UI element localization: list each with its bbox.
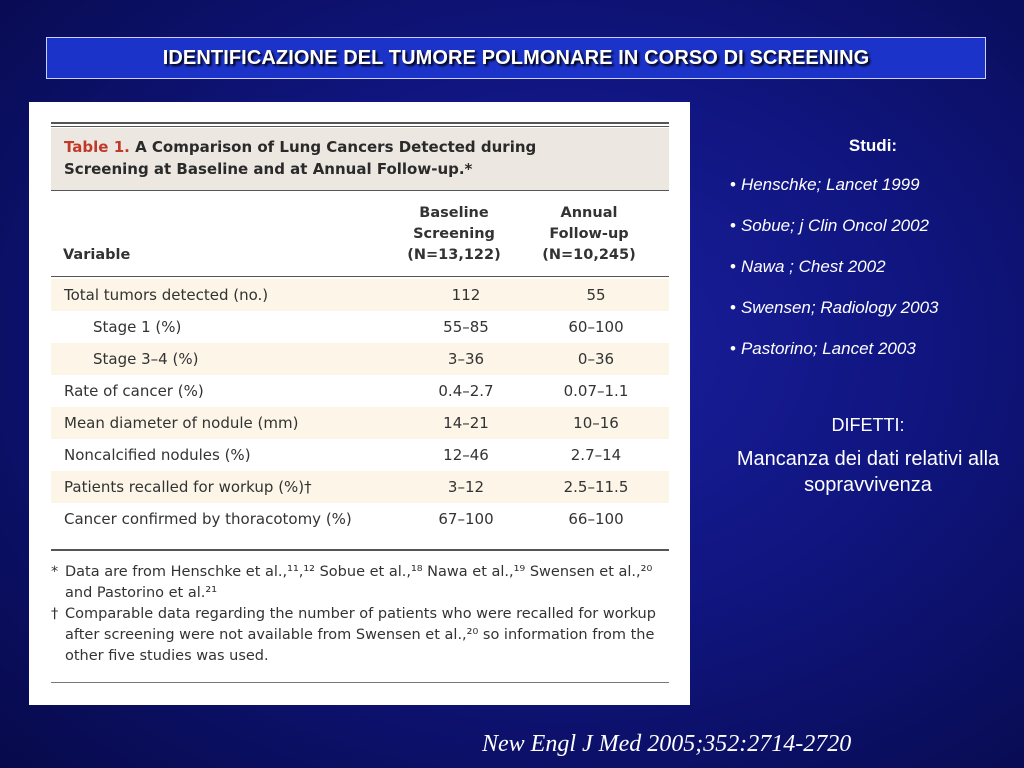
table-caption <box>51 128 669 190</box>
column-header-annual-line: Annual <box>560 205 618 221</box>
annual-value: 2.7–14 <box>570 446 622 464</box>
column-header-baseline <box>399 203 509 266</box>
table-caption-label: Table 1. <box>64 138 130 156</box>
annual-value: 2.5–11.5 <box>563 478 629 496</box>
slide-title-box <box>46 37 986 79</box>
row-label: Stage 3–4 (%) <box>93 350 199 368</box>
study-item <box>730 296 1024 320</box>
table-row <box>51 311 669 343</box>
studies-heading: Studi: <box>848 136 898 155</box>
study-item <box>730 255 1024 279</box>
study-text: Sobue; j Clin Oncol 2002 <box>740 216 930 235</box>
annual-value: 0.07–1.1 <box>563 382 629 400</box>
table-row <box>51 471 669 503</box>
column-header-baseline-line: Screening <box>413 226 495 242</box>
table-row <box>51 503 669 535</box>
column-header-baseline-line: Baseline <box>419 205 489 221</box>
column-header-annual <box>534 203 644 266</box>
table-row <box>51 375 669 407</box>
bullet-icon: • <box>730 298 736 317</box>
table-row <box>51 407 669 439</box>
table-image-panel <box>29 102 690 705</box>
bullet-icon: • <box>730 175 736 194</box>
footnote-mark: * <box>51 564 59 580</box>
study-item <box>730 337 1024 361</box>
row-label: Stage 1 (%) <box>93 318 182 336</box>
column-header-variable: Variable <box>63 247 131 263</box>
study-text: Henschke; Lancet 1999 <box>740 175 920 194</box>
footnote <box>51 604 669 667</box>
footnote-text: Comparable data regarding the number of patients who were recalled for workup after screening were not available from Swensen et al.,²⁰ so information from the other five studies was used. <box>65 606 656 664</box>
table-bottom-rule <box>51 549 669 551</box>
caption-rule <box>51 190 669 191</box>
table-top-rule <box>51 122 669 124</box>
footnote-text: Data are from Henschke et al.,¹¹,¹² Sobue et al.,¹⁸ Nawa et al.,¹⁹ Swensen et al.,²⁰ and Pastorino et al.²¹ <box>65 564 653 601</box>
column-header-baseline-line: (N=13,122) <box>407 247 501 263</box>
footnote <box>51 562 669 604</box>
annual-value: 0–36 <box>577 350 615 368</box>
study-text: Swensen; Radiology 2003 <box>740 298 939 317</box>
defects-heading: DIFETTI: <box>831 415 905 435</box>
bullet-icon: • <box>730 257 736 276</box>
study-text: Pastorino; Lancet 2003 <box>740 339 916 358</box>
baseline-value: 12–46 <box>443 446 489 464</box>
baseline-value: 112 <box>451 286 481 304</box>
row-label: Total tumors detected (no.) <box>64 286 269 304</box>
table-row <box>51 439 669 471</box>
row-label: Mean diameter of nodule (mm) <box>64 414 299 432</box>
table-top-rule-thin <box>51 126 669 127</box>
annual-value: 10–16 <box>573 414 619 432</box>
row-label: Rate of cancer (%) <box>64 382 204 400</box>
study-item <box>730 173 1024 197</box>
baseline-value: 3–36 <box>447 350 485 368</box>
baseline-value: 0.4–2.7 <box>438 382 494 400</box>
row-label: Patients recalled for workup (%)† <box>64 478 312 496</box>
annual-value: 66–100 <box>568 510 624 528</box>
table-row <box>51 343 669 375</box>
row-label: Noncalcified nodules (%) <box>64 446 251 464</box>
table-caption-body: A Comparison of Lung Cancers Detected during Screening at Baseline and at Annual Follow-up.* <box>64 138 537 178</box>
baseline-value: 55–85 <box>443 318 489 336</box>
row-label: Cancer confirmed by thoracotomy (%) <box>64 510 352 528</box>
annual-value: 60–100 <box>568 318 624 336</box>
citation: New Engl J Med 2005;352:2714-2720 <box>482 731 852 757</box>
baseline-value: 3–12 <box>447 478 485 496</box>
study-item <box>730 214 1024 238</box>
bullet-icon: • <box>730 216 736 235</box>
column-header-annual-line: (N=10,245) <box>542 247 636 263</box>
footnote-mark: † <box>51 606 59 622</box>
column-header-annual-line: Follow-up <box>549 226 629 242</box>
table-row <box>51 279 669 311</box>
study-text: Nawa ; Chest 2002 <box>740 257 886 276</box>
table-caption-text <box>64 136 624 180</box>
header-rule <box>51 276 669 277</box>
slide-title: IDENTIFICAZIONE DEL TUMORE POLMONARE IN CORSO DI SCREENING <box>162 46 870 69</box>
sidebar <box>712 130 1024 498</box>
footnote-bottom-rule <box>51 682 669 683</box>
bullet-icon: • <box>730 339 736 358</box>
baseline-value: 67–100 <box>438 510 494 528</box>
annual-value: 55 <box>586 286 606 304</box>
baseline-value: 14–21 <box>443 414 489 432</box>
defects-text: Mancanza dei dati relativi alla sopravvivenza <box>736 448 1000 496</box>
